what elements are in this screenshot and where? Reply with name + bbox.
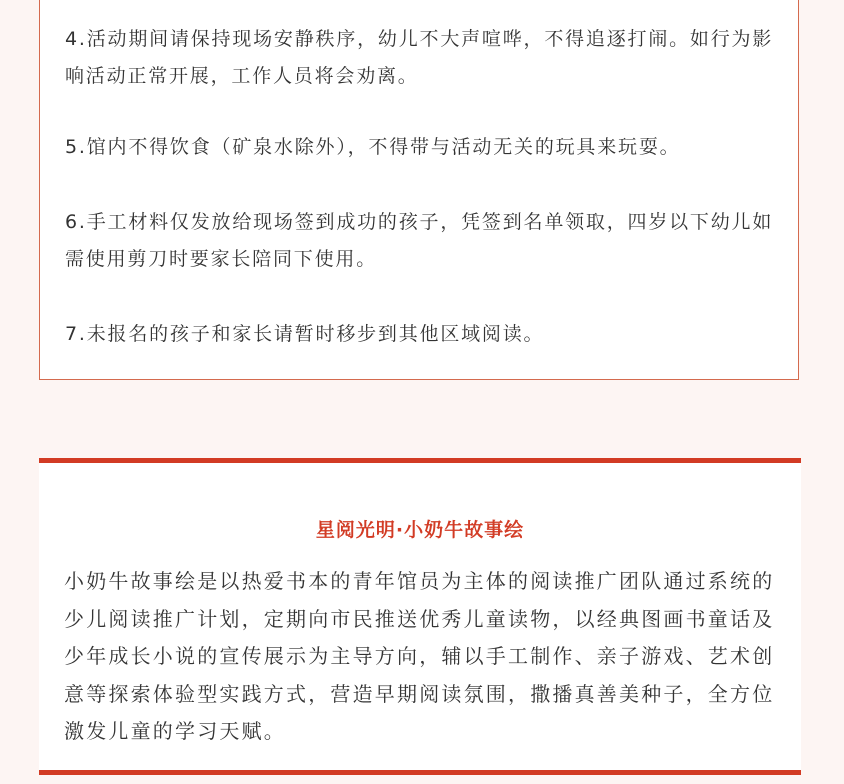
rule-item-7: 7.未报名的孩子和家长请暂时移步到其他区域阅读。 [65,323,545,345]
story-section-description: 小奶牛故事绘是以热爱书本的青年馆员为主体的阅读推广团队通过系统的少儿阅读推广计划，定期向市民推送优秀儿童读物，以经典图画书童话及少年成长小说的宣传展示为主导方向，辅以手工制作、亲子游戏、艺术创意等探索体验型实践方式，营造早期阅读氛围，撒播真善美种子，全方位激发儿童的学习天赋。 [64,569,775,743]
story-section [39,458,801,772]
rule-item-5: 5.馆内不得饮食（矿泉水除外），不得带与活动无关的玩具来玩耍。 [65,136,681,158]
activity-rules-box [39,0,799,380]
section-divider-bar [39,770,801,775]
rule-item-6: 6.手工材料仅发放给现场签到成功的孩子，凭签到名单领取，四岁以下幼儿如需使用剪刀时要家长陪同下使用。 [65,211,774,270]
story-section-title: 星阅光明·小奶牛故事绘 [315,519,525,541]
rule-item-4: 4.活动期间请保持现场安静秩序，幼儿不大声喧哗，不得追逐打闹。如行为影响活动正常开展，工作人员将会劝离。 [65,28,774,87]
